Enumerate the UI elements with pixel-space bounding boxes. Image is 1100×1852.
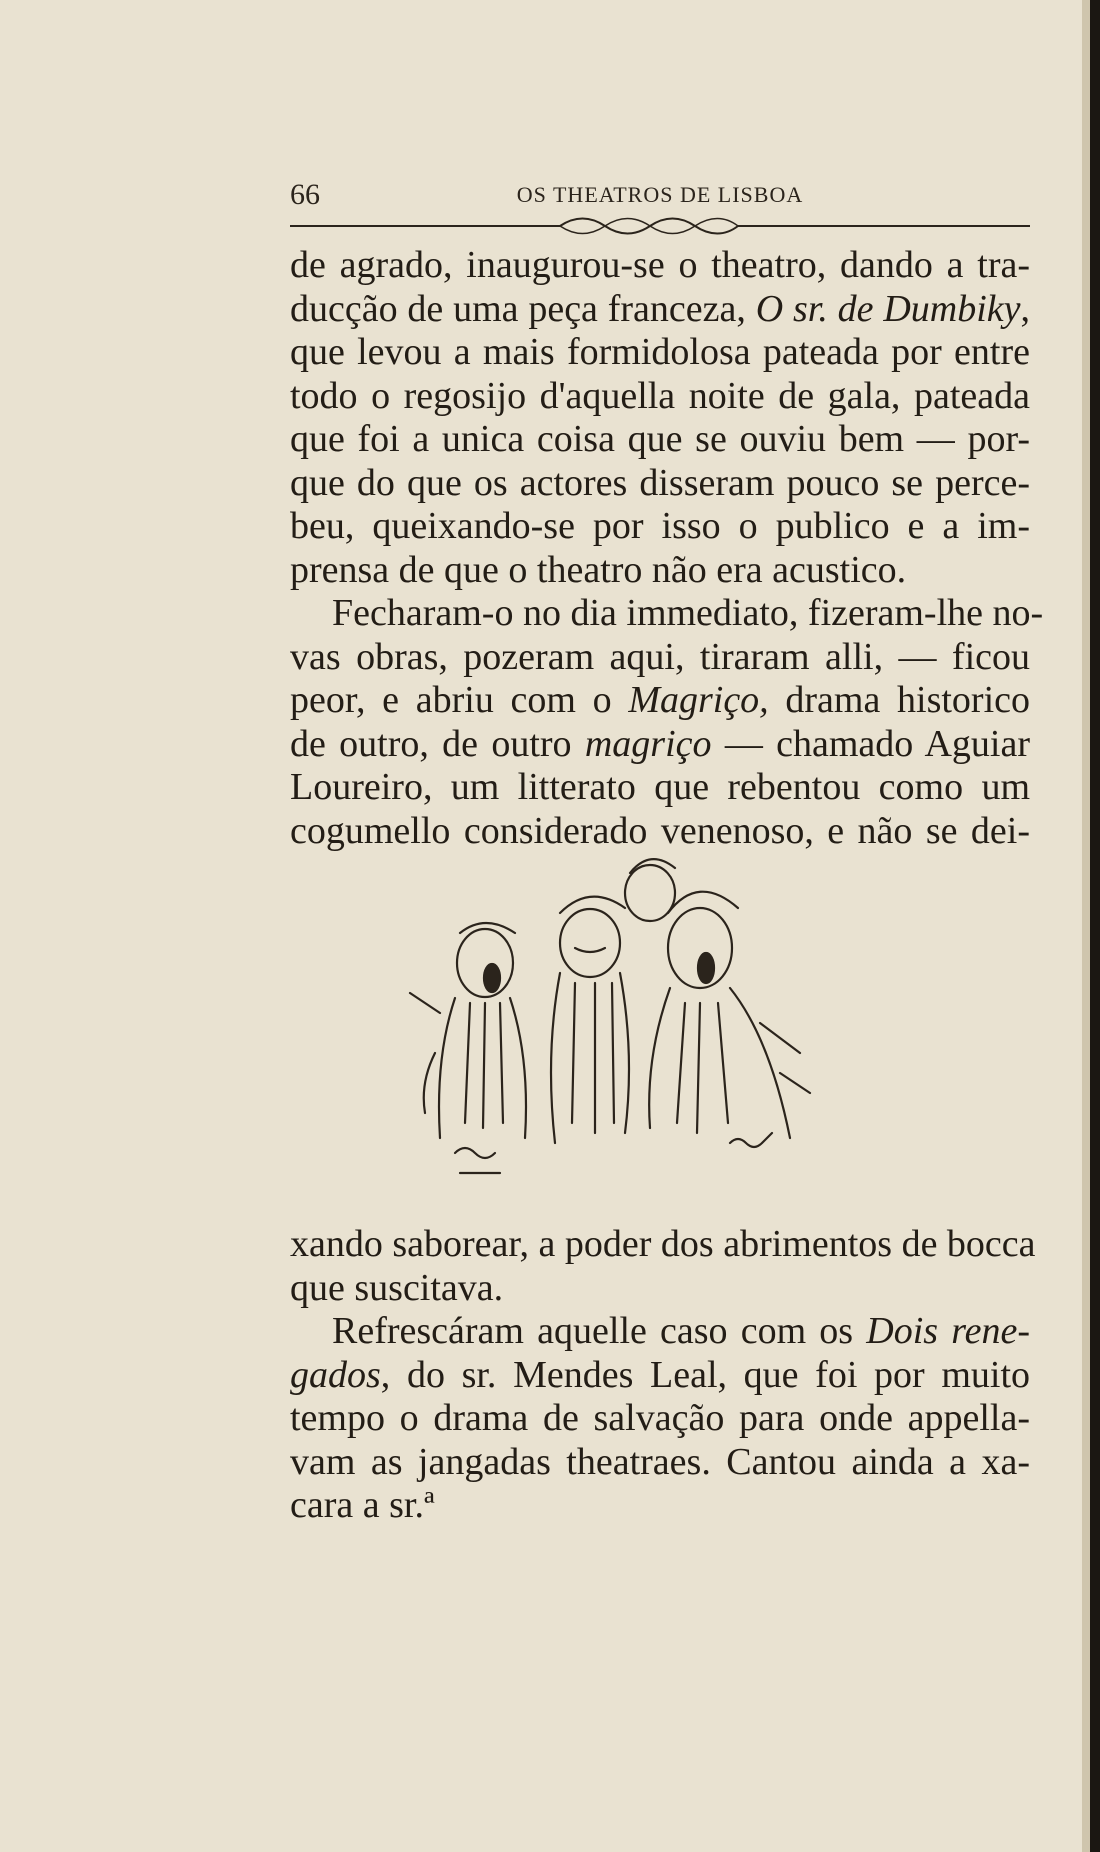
paragraph-3: [290, 1223, 1036, 1310]
italic-title: Dois rene-: [866, 1310, 1030, 1352]
paragraph-4: [290, 1310, 1030, 1528]
italic-word: magriço: [584, 722, 712, 765]
text-line: vam as jangadas theatraes. Cantou ainda a xa-: [290, 1440, 1030, 1483]
running-title: OS THEATROS DE LISBOA: [516, 182, 804, 207]
text-run: de outro, de outro: [290, 722, 585, 765]
text-run: , do sr. Mendes Leal, que foi por muito: [380, 1353, 1030, 1396]
text-run: ,: [1020, 287, 1030, 330]
text-run: Refrescáram aquelle caso com os: [332, 1310, 867, 1352]
text-line: [290, 288, 1030, 332]
page-header: [290, 170, 1030, 210]
page-number: 66: [290, 178, 320, 211]
text-line: cara a sr.ª: [290, 1484, 435, 1526]
text-line: prensa de que o theatro não era acustico.: [290, 548, 907, 591]
text-line: todo o regosijo d'aquella noite de gala, pateada: [290, 374, 1030, 417]
text-line: que levou a mais formidolosa pateada por entre: [290, 331, 1030, 373]
text-line: [290, 1354, 1030, 1398]
text-line: tempo o drama de salvação para onde appella-: [290, 1397, 1030, 1439]
text-line: [290, 1310, 1030, 1354]
text-line: de agrado, inaugurou-se o theatro, dando a tra-: [290, 244, 1030, 286]
text-line: que do que os actores disseram pouco se perce-: [290, 461, 1030, 504]
ornamental-rule: [290, 214, 1030, 244]
text-line: xando saborear, a poder dos abrimentos de bocca: [290, 1223, 1036, 1265]
text-line: que foi a unica coisa que se ouviu bem — por-: [290, 418, 1030, 460]
ornament-icon: [290, 214, 1030, 244]
italic-title: O sr. de Dumbiky: [755, 287, 1021, 330]
page-edge: [1090, 0, 1100, 1852]
text-line: Loureiro, um litterato que rebentou como um: [290, 766, 1030, 808]
text-line: Fecharam-o no dia immediato, fizeram-lhe no-: [332, 592, 1044, 634]
paragraph-1: [290, 244, 1030, 592]
paragraph-2: [290, 592, 1044, 853]
text-line: [290, 723, 1030, 767]
page-content: [290, 170, 1044, 1528]
text-run: drama historico: [768, 679, 1030, 721]
caricature-singers-icon: [400, 853, 870, 1193]
text-line: vas obras, pozeram aqui, tiraram alli, — ficou: [290, 635, 1030, 678]
text-run: — chamado Aguiar: [711, 722, 1030, 765]
text-line: cogumello considerado venenoso, e não se dei-: [290, 809, 1030, 852]
text-run: peor, e abriu com o: [290, 679, 629, 721]
italic-title: gados: [290, 1353, 381, 1396]
text-run: ducção de uma peça franceza,: [290, 287, 756, 330]
illustration: [290, 853, 1030, 1223]
text-line: [290, 679, 1030, 723]
italic-title: Magriço,: [628, 679, 769, 721]
page-edge-shadow: [1082, 0, 1090, 1852]
text-line: que suscitava.: [290, 1266, 504, 1309]
text-line: beu, queixando-se por isso o publico e a im-: [290, 505, 1030, 547]
